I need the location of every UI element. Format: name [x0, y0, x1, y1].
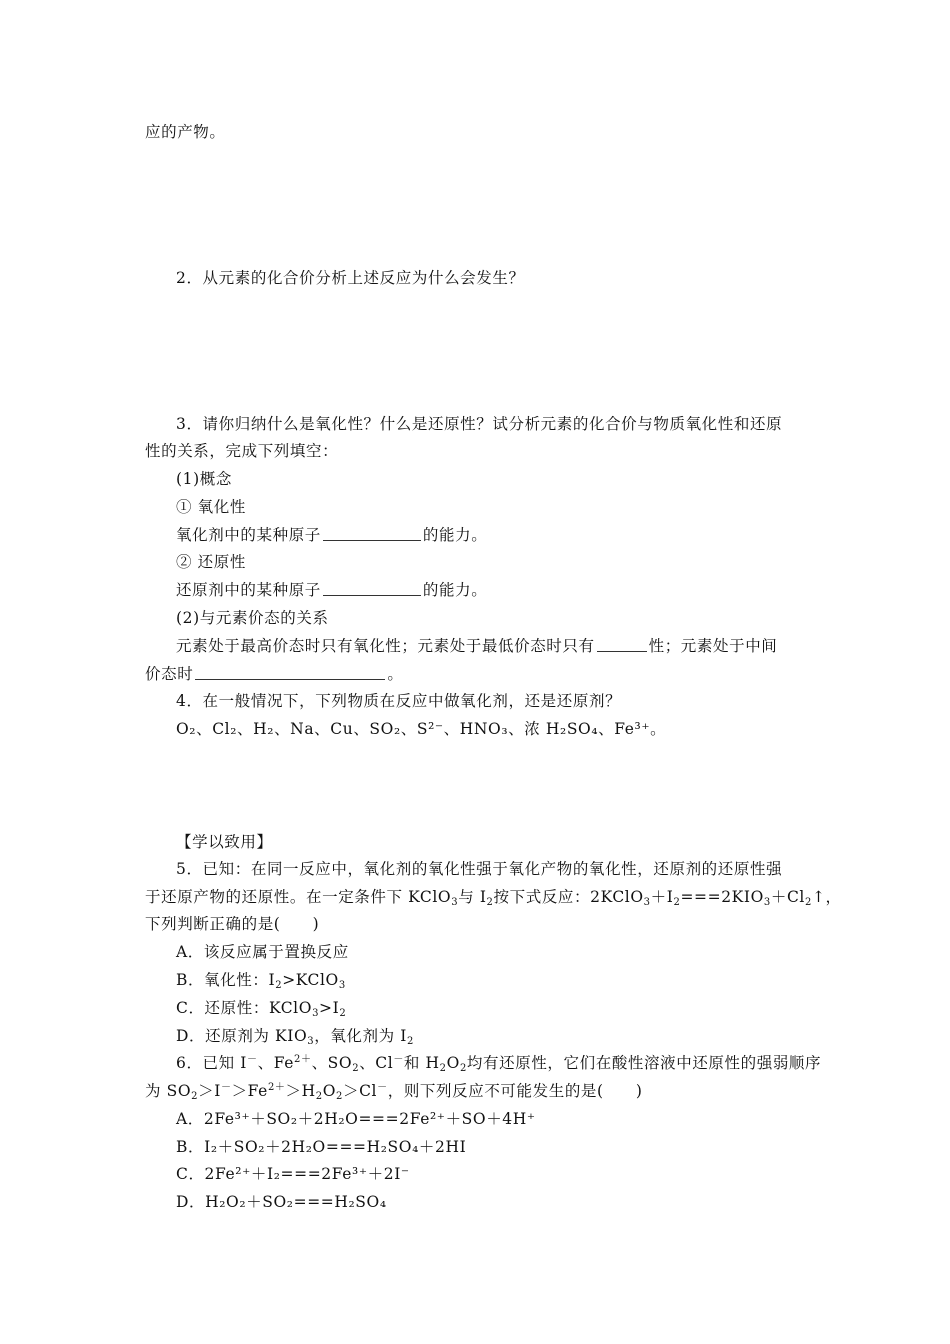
oxidizing-fill [176, 525, 487, 545]
question-5-line-3: 下列判断正确的是( ) [145, 915, 320, 933]
fill-text: 的能力。 [422, 526, 488, 544]
blank-field[interactable] [323, 525, 421, 541]
question-6-line-2: 为 $SO_2>I^->Fe^{2+}>H_2O_2>Cl^-$，则下列反应不可能发生的是( ) [145, 1082, 643, 1102]
option-5b[interactable]: B．氧化性：$I_2>KClO_3$ [176, 971, 346, 991]
concept-heading: (1)概念 [176, 470, 232, 488]
question-5-line-1: 5．已知：在同一反应中，氧化剂的氧化性强于氧化产物的氧化性，还原剂的还原性强 [176, 860, 783, 878]
option-6a[interactable]: A．2Fe³⁺＋SO₂＋2H₂O===2Fe²⁺＋SO＋4H⁺ [176, 1110, 536, 1128]
option-6c[interactable]: C．2Fe²⁺＋I₂===2Fe³⁺＋2I⁻ [176, 1165, 410, 1183]
question-2: 2．从元素的化合价分析上述反应为什么会发生？ [176, 269, 525, 287]
fill-text: 。 [387, 665, 404, 683]
section-heading: 【学以致用】 [176, 833, 273, 851]
fill-text: 的能力。 [422, 581, 488, 599]
question-6-line-1: 6．已知 I－、$Fe^{2+}$、$SO_2$、Cl－和 $H_2O_2$均有还原性，它们在酸性溶液中还原性的强弱顺序 [176, 1054, 822, 1074]
question-5-line-2: 于还原产物的还原性。在一定条件下 KClO$_3$与 $I_2$按下式反应：$2KClO_3+I_2===2KIO_3+Cl_2↑$， [145, 888, 842, 908]
blank-field[interactable] [597, 636, 647, 652]
oxidizing-heading: ① 氧化性 [176, 498, 246, 516]
fill-text: 性；元素处于中间 [648, 637, 778, 655]
blank-field[interactable] [195, 664, 385, 680]
option-6d[interactable]: D．H₂O₂＋SO₂===H₂SO₄ [176, 1193, 387, 1211]
question-3-line-2: 性的关系，完成下列填空： [145, 442, 339, 460]
fill-text: 还原剂中的某种原子 [176, 581, 321, 599]
text-line: 应的产物。 [145, 123, 226, 141]
fill-text: 元素处于最高价态时只有氧化性；元素处于最低价态时只有 [176, 637, 595, 655]
valence-fill-2 [145, 664, 403, 684]
blank-field[interactable] [323, 580, 421, 596]
reducing-fill [176, 580, 487, 600]
option-6b[interactable]: B．I₂＋SO₂＋2H₂O===H₂SO₄＋2HI [176, 1138, 467, 1156]
valence-fill-1 [176, 636, 777, 656]
question-4: 4．在一般情况下，下列物质在反应中做氧化剂，还是还原剂？ [176, 692, 622, 710]
valence-heading: (2)与元素价态的关系 [176, 609, 329, 627]
reducing-heading: ② 还原性 [176, 553, 246, 571]
fill-text: 价态时 [145, 665, 194, 683]
question-4-items: O₂、Cl₂、H₂、Na、Cu、SO₂、S²⁻、HNO₃、浓 H₂SO₄、Fe³⁺。 [176, 720, 667, 738]
option-5d[interactable]: D．还原剂为 $KIO_3$，氧化剂为 $I_2$ [176, 1027, 414, 1047]
option-5a[interactable]: A．该反应属于置换反应 [176, 943, 349, 961]
question-3-line-1: 3．请你归纳什么是氧化性？什么是还原性？试分析元素的化合价与物质氧化性和还原 [176, 415, 783, 433]
fill-text: 氧化剂中的某种原子 [176, 526, 321, 544]
option-5c[interactable]: C．还原性：$KClO_3>I_2$ [176, 999, 347, 1019]
